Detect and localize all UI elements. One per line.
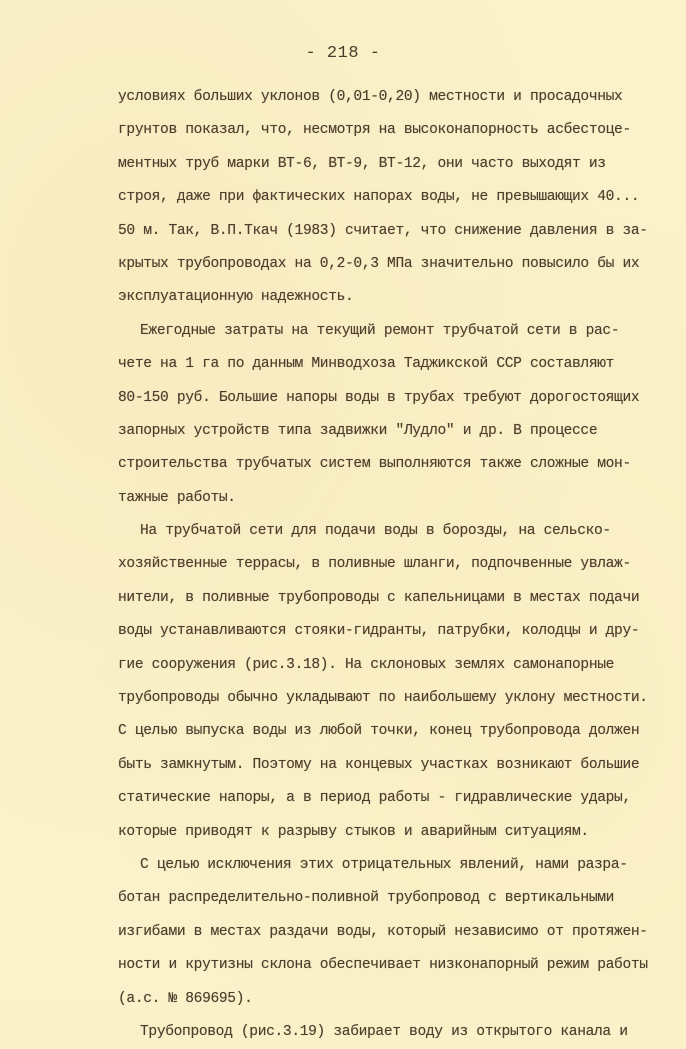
text-line: 80-150 руб. Большие напоры воды в трубах требуют дорогостоящих <box>118 389 640 406</box>
text-line: изгибами в местах раздачи воды, который независимо от протяжен- <box>118 923 648 940</box>
text-line: воды устанавливаются стояки-гидранты, патрубки, колодцы и дру- <box>118 623 640 640</box>
text-line: 50 м. Так, В.П.Ткач (1983) считает, что снижение давления в за- <box>118 222 648 239</box>
text-line: тажные работы. <box>118 489 236 506</box>
text-line: ментных труб марки ВТ-6, ВТ-9, ВТ-12, они часто выходят из <box>118 155 606 172</box>
text-line: На трубчатой сети для подачи воды в борозды, на сельско- <box>140 523 611 540</box>
paragraph <box>118 515 648 849</box>
text-line: ности и крутизны склона обеспечивает низконапорный режим работы <box>118 957 648 974</box>
text-line: статические напоры, а в период работы - гидравлические удары, <box>118 790 631 807</box>
text-line: С целью выпуска воды из любой точки, конец трубопровода должен <box>118 723 640 740</box>
text-line: (а.с. № 869695). <box>118 990 253 1007</box>
text-line: Трубопровод (рис.3.19) забирает воду из открытого канала и <box>140 1023 628 1040</box>
text-line: Ежегодные затраты на текущий ремонт трубчатой сети в рас- <box>140 322 620 339</box>
body-text <box>118 81 648 1049</box>
paragraph <box>118 849 648 1016</box>
text-line: нители, в поливные трубопроводы с капельницами в местах подачи <box>118 589 640 606</box>
text-line: хозяйственные террасы, в поливные шланги, подпочвенные увлаж- <box>118 556 631 573</box>
text-line: гие сооружения (рис.3.18). На склоновых землях самонапорные <box>118 656 615 673</box>
text-line: трубопроводы обычно укладывают по наибольшему уклону местности. <box>118 690 648 707</box>
paragraph <box>118 81 648 315</box>
paragraph <box>118 315 638 515</box>
text-line: строя, даже при фактических напорах воды, не превышающих 40... <box>118 189 640 206</box>
text-line: чете на 1 га по данным Минводхоза Таджикской ССР составляют <box>118 356 615 373</box>
text-line: быть замкнутым. Поэтому на концевых участках возникают большие <box>118 756 640 773</box>
paragraph <box>118 1016 638 1049</box>
page-number: - 218 - <box>305 44 381 63</box>
text-line: запорных устройств типа задвижки "Лудло" и др. В процессе <box>118 422 598 439</box>
text-line: С целью исключения этих отрицательных явлений, нами разра- <box>140 856 628 873</box>
text-line: крытых трубопроводах на 0,2-0,3 МПа значительно повысило бы их <box>118 255 640 272</box>
text-line: грунтов показал, что, несмотря на высоконапорность асбестоце- <box>118 122 631 139</box>
text-line: ботан распределительно-поливной трубопровод с вертикальными <box>118 890 615 907</box>
text-line: которые приводят к разрыву стыков и аварийным ситуациям. <box>118 823 589 840</box>
text-line: эксплуатационную надежность. <box>118 289 354 306</box>
text-line: строительства трубчатых систем выполняются также сложные мон- <box>118 456 631 473</box>
text-line: условиях больших уклонов (0,01-0,20) местности и просадочных <box>118 89 623 105</box>
